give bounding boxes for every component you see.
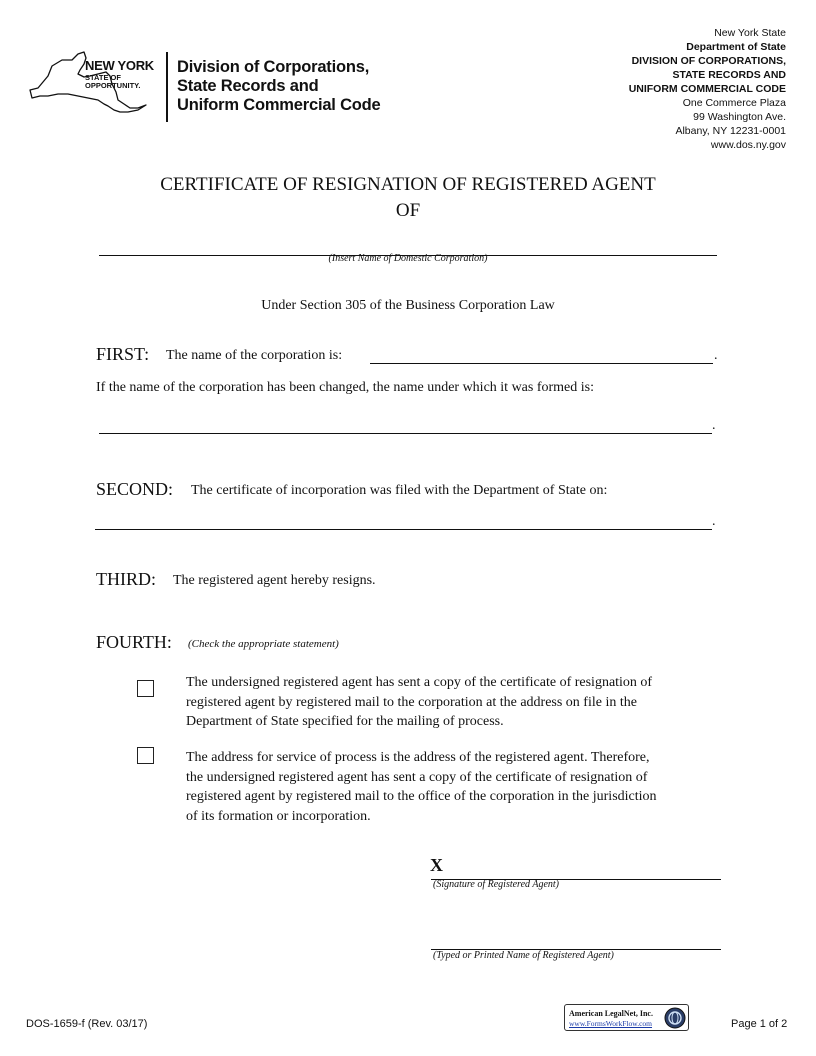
globe-icon	[664, 1007, 686, 1029]
badge-company: American LegalNet, Inc.	[569, 1009, 653, 1018]
page-number: Page 1 of 2	[731, 1018, 788, 1030]
third-text: The registered agent hereby resigns.	[173, 573, 376, 588]
badge-url-link[interactable]: www.FormsWorkFlow.com	[569, 1019, 653, 1028]
form-title: CERTIFICATE OF RESIGNATION OF REGISTERED AGENT OF	[160, 174, 656, 221]
fourth-label: FOURTH:	[96, 632, 172, 652]
option-1-checkbox[interactable]	[137, 680, 154, 697]
second-label: SECOND:	[96, 479, 174, 499]
option-2-checkbox[interactable]	[137, 747, 154, 764]
statute-subtitle: Under Section 305 of the Business Corporation Law	[261, 298, 555, 313]
department-address: New York State Department of State DIVISION OF CORPORATIONS, STATE RECORDS AND UNIFORM COMMERCIAL CODE One Commerce Plaza 99 Washington Ave. Albany, NY 12231-0001 www.dos.ny.gov	[628, 27, 786, 151]
ny-tagline: STATE OF OPPORTUNITY.	[85, 73, 141, 90]
form-code: DOS-1659-f (Rev. 03/17)	[26, 1018, 148, 1030]
first-text: The name of the corporation is:	[166, 348, 343, 363]
printed-name-caption: (Typed or Printed Name of Registered Agent)	[433, 950, 614, 961]
fourth-instruction: (Check the appropriate statement)	[188, 638, 339, 650]
first-label: FIRST:	[96, 344, 150, 364]
logo-divider	[166, 52, 168, 122]
first-changed-text: If the name of the corporation has been changed, the name under which it was formed is:	[96, 380, 594, 395]
signature-caption: (Signature of Registered Agent)	[433, 879, 559, 890]
ny-state-name: NEW YORK	[85, 58, 154, 73]
option-1-text: The undersigned registered agent has sent a copy of the certificate of resignation of registered agent by registered mail to the corporation at the address on file in the Department of State specified for the mailing of process.	[186, 675, 653, 729]
second-text: The certificate of incorporation was filed with the Department of State on:	[191, 483, 608, 498]
forms-workflow-badge[interactable]	[564, 1004, 689, 1031]
former-name-input-line[interactable]	[99, 433, 712, 434]
signature-mark: X	[430, 855, 443, 875]
division-title: Division of Corporations, State Records and Uniform Commercial Code	[177, 58, 381, 114]
filing-date-input-line[interactable]	[95, 529, 712, 530]
third-label: THIRD:	[96, 569, 156, 589]
option-2-text: The address for service of process is the address of the registered agent. Therefore, the undersigned registered agent has sent a copy of the certificate of resignation of registered agent by registered mail to the office of the corporation in the jurisdiction of its formation or incorporation.	[186, 750, 657, 824]
corporation-name-input-line[interactable]	[370, 363, 713, 364]
corporation-name-caption: (Insert Name of Domestic Corporation)	[328, 253, 488, 264]
